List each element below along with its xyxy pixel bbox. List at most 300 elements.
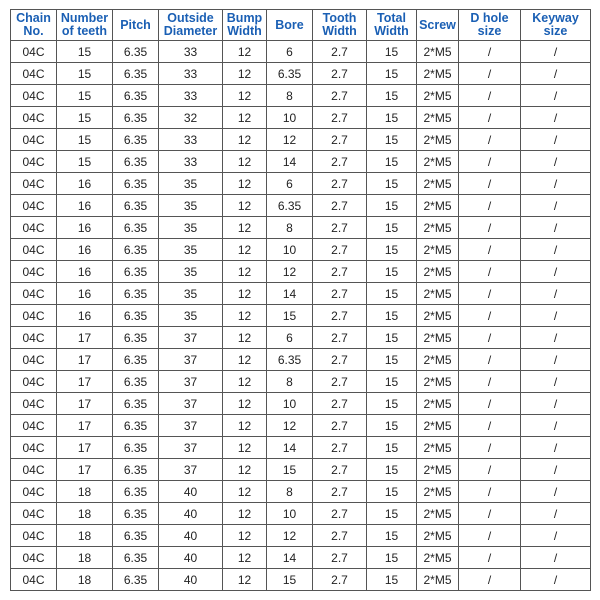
table-cell: 15	[367, 371, 417, 393]
table-cell: 2*M5	[417, 283, 459, 305]
table-cell: 15	[267, 305, 313, 327]
table-cell: 2.7	[313, 327, 367, 349]
table-cell: 04C	[11, 261, 57, 283]
table-cell: /	[521, 349, 591, 371]
table-cell: /	[459, 459, 521, 481]
table-cell: 2*M5	[417, 415, 459, 437]
table-cell: 33	[159, 151, 223, 173]
table-cell: 12	[223, 195, 267, 217]
table-cell: 15	[367, 481, 417, 503]
table-cell: 04C	[11, 525, 57, 547]
table-cell: /	[459, 437, 521, 459]
table-cell: /	[459, 415, 521, 437]
table-cell: 17	[57, 415, 113, 437]
table-cell: 35	[159, 217, 223, 239]
table-cell: 15	[367, 503, 417, 525]
sprocket-spec-table	[10, 9, 591, 591]
table-cell: 6.35	[113, 371, 159, 393]
table-cell: 14	[267, 547, 313, 569]
table-body	[11, 41, 591, 591]
table-cell: /	[459, 349, 521, 371]
table-cell: 2*M5	[417, 371, 459, 393]
table-cell: /	[521, 173, 591, 195]
table-row	[11, 525, 591, 547]
table-cell: 17	[57, 327, 113, 349]
table-cell: 2.7	[313, 151, 367, 173]
table-cell: 8	[267, 481, 313, 503]
table-cell: /	[521, 305, 591, 327]
table-row	[11, 173, 591, 195]
column-header-label: D hole	[470, 11, 509, 25]
table-cell: 15	[57, 107, 113, 129]
table-cell: 6.35	[113, 327, 159, 349]
table-cell: 15	[367, 349, 417, 371]
table-cell: 12	[223, 129, 267, 151]
table-cell: /	[459, 569, 521, 591]
table-cell: 16	[57, 305, 113, 327]
table-row	[11, 547, 591, 569]
table-cell: 12	[223, 173, 267, 195]
table-cell: 14	[267, 437, 313, 459]
table-cell: 6.35	[113, 85, 159, 107]
table-cell: 2.7	[313, 129, 367, 151]
table-cell: /	[521, 327, 591, 349]
table-cell: 18	[57, 569, 113, 591]
table-cell: 2*M5	[417, 459, 459, 481]
table-cell: 6.35	[113, 41, 159, 63]
table-cell: 04C	[11, 63, 57, 85]
table-cell: 2.7	[313, 437, 367, 459]
table-cell: 2.7	[313, 481, 367, 503]
table-cell: 12	[223, 547, 267, 569]
table-cell: 15	[367, 327, 417, 349]
table-cell: 35	[159, 173, 223, 195]
table-cell: 17	[57, 437, 113, 459]
table-cell: /	[521, 195, 591, 217]
table-cell: 2*M5	[417, 547, 459, 569]
table-row	[11, 349, 591, 371]
table-cell: 40	[159, 503, 223, 525]
table-cell: 12	[223, 569, 267, 591]
table-cell: 2*M5	[417, 85, 459, 107]
table-cell: 2.7	[313, 41, 367, 63]
table-cell: 37	[159, 437, 223, 459]
table-cell: 04C	[11, 305, 57, 327]
table-row	[11, 107, 591, 129]
table-cell: 04C	[11, 547, 57, 569]
table-cell: /	[521, 547, 591, 569]
table-cell: 12	[223, 525, 267, 547]
table-cell: /	[459, 217, 521, 239]
table-cell: 2*M5	[417, 481, 459, 503]
table-cell: 12	[223, 305, 267, 327]
table-row	[11, 151, 591, 173]
table-cell: 40	[159, 569, 223, 591]
table-cell: 16	[57, 261, 113, 283]
table-cell: 12	[223, 151, 267, 173]
table-cell: 04C	[11, 239, 57, 261]
table-cell: /	[521, 459, 591, 481]
table-cell: 6.35	[113, 437, 159, 459]
table-row	[11, 393, 591, 415]
table-cell: 04C	[11, 195, 57, 217]
table-row	[11, 371, 591, 393]
table-cell: /	[521, 107, 591, 129]
table-cell: 10	[267, 393, 313, 415]
table-cell: 2*M5	[417, 217, 459, 239]
table-cell: 2*M5	[417, 195, 459, 217]
table-cell: 6.35	[113, 63, 159, 85]
table-cell: /	[521, 217, 591, 239]
column-header	[267, 10, 313, 41]
table-cell: 37	[159, 349, 223, 371]
table-cell: 6.35	[113, 459, 159, 481]
table-cell: 15	[57, 41, 113, 63]
table-row	[11, 85, 591, 107]
table-row	[11, 217, 591, 239]
table-cell: 6.35	[113, 261, 159, 283]
table-cell: /	[521, 393, 591, 415]
table-cell: 15	[367, 85, 417, 107]
table-row	[11, 41, 591, 63]
table-cell: 15	[367, 415, 417, 437]
table-row	[11, 569, 591, 591]
table-cell: 15	[367, 569, 417, 591]
table-cell: 2.7	[313, 261, 367, 283]
table-cell: 12	[223, 85, 267, 107]
table-cell: 15	[57, 129, 113, 151]
table-cell: 04C	[11, 415, 57, 437]
table-row	[11, 503, 591, 525]
table-cell: 16	[57, 195, 113, 217]
table-cell: 2*M5	[417, 327, 459, 349]
table-cell: 15	[57, 63, 113, 85]
column-header	[11, 10, 57, 41]
table-cell: /	[459, 195, 521, 217]
column-header-label: No.	[23, 24, 44, 38]
table-cell: 17	[57, 371, 113, 393]
table-cell: 17	[57, 393, 113, 415]
table-cell: 12	[267, 129, 313, 151]
table-cell: 6.35	[113, 239, 159, 261]
table-cell: 04C	[11, 85, 57, 107]
table-cell: 33	[159, 41, 223, 63]
table-cell: 18	[57, 503, 113, 525]
table-cell: /	[459, 547, 521, 569]
table-cell: 12	[223, 371, 267, 393]
table-cell: /	[459, 41, 521, 63]
table-cell: 12	[223, 63, 267, 85]
table-cell: 2*M5	[417, 107, 459, 129]
table-row	[11, 327, 591, 349]
table-cell: 10	[267, 107, 313, 129]
table-cell: 12	[223, 261, 267, 283]
column-header-label: Tooth	[322, 11, 357, 25]
table-cell: 6.35	[113, 481, 159, 503]
table-cell: 15	[57, 85, 113, 107]
table-cell: 33	[159, 63, 223, 85]
column-header-label: Bore	[275, 17, 304, 32]
table-cell: 2*M5	[417, 305, 459, 327]
table-cell: 6.35	[113, 393, 159, 415]
table-cell: 2*M5	[417, 63, 459, 85]
table-cell: 37	[159, 371, 223, 393]
table-cell: 12	[223, 393, 267, 415]
table-cell: 04C	[11, 217, 57, 239]
table-cell: /	[521, 415, 591, 437]
table-cell: 12	[267, 525, 313, 547]
table-cell: 2.7	[313, 305, 367, 327]
table-cell: 14	[267, 151, 313, 173]
table-cell: 40	[159, 525, 223, 547]
table-cell: 6.35	[113, 107, 159, 129]
table-cell: 18	[57, 525, 113, 547]
table-cell: 2*M5	[417, 41, 459, 63]
table-cell: 2*M5	[417, 239, 459, 261]
table-header	[11, 10, 591, 41]
table-cell: 12	[223, 503, 267, 525]
table-cell: 2.7	[313, 195, 367, 217]
table-row	[11, 415, 591, 437]
table-cell: 15	[367, 63, 417, 85]
table-row	[11, 239, 591, 261]
table-cell: 2*M5	[417, 349, 459, 371]
table-cell: 12	[223, 239, 267, 261]
table-cell: 35	[159, 283, 223, 305]
table-cell: 15	[367, 129, 417, 151]
table-cell: 15	[367, 173, 417, 195]
table-cell: 6.35	[113, 129, 159, 151]
column-header-label: Total	[377, 11, 406, 25]
table-cell: /	[521, 283, 591, 305]
table-cell: 12	[223, 459, 267, 481]
table-cell: 2*M5	[417, 261, 459, 283]
column-header-label: Keyway	[532, 11, 579, 25]
column-header-label: Outside	[167, 11, 214, 25]
table-row	[11, 481, 591, 503]
table-cell: 04C	[11, 503, 57, 525]
table-cell: 04C	[11, 41, 57, 63]
table-cell: 15	[367, 283, 417, 305]
table-cell: 2.7	[313, 415, 367, 437]
table-cell: 2*M5	[417, 569, 459, 591]
table-cell: /	[521, 85, 591, 107]
table-cell: 6.35	[113, 349, 159, 371]
table-cell: 6.35	[113, 503, 159, 525]
table-row	[11, 283, 591, 305]
table-cell: 04C	[11, 393, 57, 415]
table-cell: 04C	[11, 349, 57, 371]
table-cell: 14	[267, 283, 313, 305]
table-cell: 37	[159, 393, 223, 415]
table-cell: 6.35	[113, 525, 159, 547]
table-row	[11, 129, 591, 151]
table-cell: 6.35	[113, 217, 159, 239]
column-header	[521, 10, 591, 41]
table-cell: 6.35	[113, 195, 159, 217]
table-cell: 33	[159, 85, 223, 107]
table-cell: /	[459, 327, 521, 349]
table-cell: /	[521, 261, 591, 283]
table-cell: 15	[267, 459, 313, 481]
table-cell: 2*M5	[417, 173, 459, 195]
table-cell: /	[521, 239, 591, 261]
table-cell: /	[459, 129, 521, 151]
table-cell: 2*M5	[417, 151, 459, 173]
column-header-label: Diameter	[163, 24, 218, 38]
table-row	[11, 459, 591, 481]
column-header-label: Pitch	[120, 17, 151, 32]
table-cell: 40	[159, 547, 223, 569]
table-cell: 04C	[11, 371, 57, 393]
table-cell: 12	[223, 41, 267, 63]
table-cell: 2*M5	[417, 393, 459, 415]
table-cell: /	[521, 525, 591, 547]
table-cell: 40	[159, 481, 223, 503]
column-header	[223, 10, 267, 41]
table-cell: 15	[367, 547, 417, 569]
column-header-label: Width	[374, 24, 409, 38]
table-cell: 16	[57, 217, 113, 239]
table-row	[11, 195, 591, 217]
table-cell: 04C	[11, 129, 57, 151]
table-row	[11, 63, 591, 85]
column-header	[57, 10, 113, 41]
column-header-label: of teeth	[61, 24, 108, 38]
table-cell: 12	[223, 107, 267, 129]
table-cell: 6.35	[113, 305, 159, 327]
table-cell: 12	[223, 327, 267, 349]
table-cell: 12	[223, 349, 267, 371]
table-cell: 04C	[11, 173, 57, 195]
column-header	[113, 10, 159, 41]
table-cell: 6	[267, 173, 313, 195]
table-cell: 35	[159, 305, 223, 327]
table-cell: 2.7	[313, 393, 367, 415]
table-cell: 2.7	[313, 107, 367, 129]
table-cell: 6.35	[267, 349, 313, 371]
table-cell: 2.7	[313, 85, 367, 107]
table-cell: /	[521, 151, 591, 173]
table-cell: 37	[159, 415, 223, 437]
table-cell: 8	[267, 371, 313, 393]
table-cell: /	[459, 305, 521, 327]
table-cell: 6.35	[267, 195, 313, 217]
table-cell: 2.7	[313, 349, 367, 371]
table-cell: 12	[223, 415, 267, 437]
table-cell: 6.35	[113, 173, 159, 195]
table-cell: /	[521, 63, 591, 85]
table-cell: 04C	[11, 569, 57, 591]
table-cell: 2.7	[313, 371, 367, 393]
column-header-label: Chain	[16, 11, 51, 25]
table-cell: 15	[57, 151, 113, 173]
column-header	[159, 10, 223, 41]
table-cell: 04C	[11, 327, 57, 349]
table-cell: 8	[267, 217, 313, 239]
table-cell: /	[459, 107, 521, 129]
column-header	[459, 10, 521, 41]
column-header-label: Width	[322, 24, 357, 38]
column-header-label: Bump	[226, 11, 263, 25]
table-cell: 04C	[11, 481, 57, 503]
table-cell: 12	[223, 481, 267, 503]
table-row	[11, 261, 591, 283]
table-cell: 15	[367, 217, 417, 239]
table-cell: 10	[267, 503, 313, 525]
table-cell: 15	[367, 305, 417, 327]
table-cell: 10	[267, 239, 313, 261]
table-cell: 15	[267, 569, 313, 591]
table-cell: 35	[159, 261, 223, 283]
table-cell: 2.7	[313, 525, 367, 547]
table-cell: 2.7	[313, 63, 367, 85]
column-header-label: Number	[60, 11, 109, 25]
table-cell: 12	[267, 415, 313, 437]
column-header-label: Screw	[419, 17, 456, 32]
table-cell: 2.7	[313, 459, 367, 481]
table-cell: /	[521, 41, 591, 63]
table-cell: 6.35	[113, 415, 159, 437]
table-cell: 04C	[11, 283, 57, 305]
table-cell: 6.35	[113, 547, 159, 569]
table-cell: 6	[267, 41, 313, 63]
table-cell: 2.7	[313, 173, 367, 195]
table-cell: /	[521, 129, 591, 151]
table-cell: /	[459, 525, 521, 547]
table-cell: /	[521, 481, 591, 503]
table-cell: 15	[367, 151, 417, 173]
table-cell: 2.7	[313, 217, 367, 239]
table-cell: 15	[367, 239, 417, 261]
column-header-label: size	[543, 24, 568, 38]
table-cell: /	[459, 85, 521, 107]
table-cell: 16	[57, 173, 113, 195]
table-cell: 2*M5	[417, 129, 459, 151]
table-cell: 04C	[11, 107, 57, 129]
table-cell: 12	[223, 283, 267, 305]
column-header	[313, 10, 367, 41]
table-cell: /	[459, 371, 521, 393]
table-cell: /	[459, 239, 521, 261]
table-row	[11, 437, 591, 459]
table-cell: 2*M5	[417, 437, 459, 459]
table-cell: /	[521, 503, 591, 525]
table-cell: 15	[367, 41, 417, 63]
table-cell: 12	[267, 261, 313, 283]
table-cell: 15	[367, 195, 417, 217]
table-cell: /	[521, 437, 591, 459]
table-cell: /	[459, 481, 521, 503]
table-cell: 2.7	[313, 547, 367, 569]
table-cell: 15	[367, 459, 417, 481]
table-cell: /	[459, 173, 521, 195]
table-cell: /	[521, 371, 591, 393]
sprocket-spec-table-container	[10, 9, 590, 591]
table-cell: 16	[57, 283, 113, 305]
table-cell: /	[459, 261, 521, 283]
table-cell: /	[459, 151, 521, 173]
table-cell: 2.7	[313, 239, 367, 261]
table-cell: /	[459, 63, 521, 85]
table-cell: 35	[159, 195, 223, 217]
table-cell: 6.35	[113, 569, 159, 591]
table-cell: 16	[57, 239, 113, 261]
column-header-label: size	[477, 24, 502, 38]
table-cell: 15	[367, 393, 417, 415]
table-cell: 2*M5	[417, 503, 459, 525]
table-cell: 6.35	[113, 151, 159, 173]
